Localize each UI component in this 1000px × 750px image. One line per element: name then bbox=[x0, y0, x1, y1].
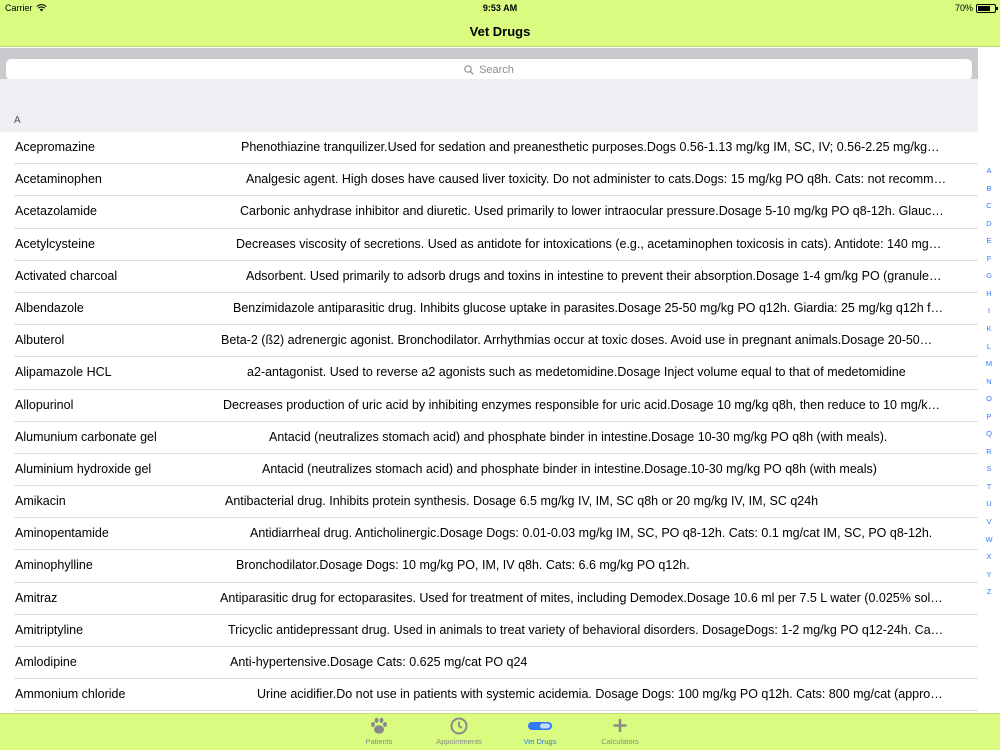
drug-description: Decreases viscosity of secretions. Used as antidote for intoxications (e.g., acetaminophen toxicosis in cats). Antidote: 140 mg… bbox=[236, 236, 942, 251]
navigation-bar bbox=[0, 16, 1000, 47]
drug-name: Amitraz bbox=[15, 590, 58, 605]
drug-row[interactable] bbox=[14, 518, 978, 550]
drug-row[interactable] bbox=[14, 293, 978, 325]
carrier-label: Carrier bbox=[5, 3, 33, 13]
drug-row[interactable] bbox=[14, 357, 978, 389]
drug-description: Decreases production of uric acid by inhibiting enzymes responsible for uric acid.Dosage 10 mg/kg q8h, then reduce to 10 mg/k… bbox=[223, 397, 941, 412]
drug-description: Tricyclic antidepressant drug. Used in animals to treat variety of behavioral disorders. DosageDogs: 1-2 mg/kg PO q12-24h. Ca… bbox=[228, 622, 944, 637]
index-letter[interactable]: O bbox=[986, 394, 992, 404]
index-letter[interactable]: H bbox=[986, 288, 992, 298]
tab-vet-drugs[interactable] bbox=[505, 717, 575, 746]
drug-name: Albendazole bbox=[15, 300, 84, 315]
drug-row[interactable] bbox=[14, 486, 978, 518]
drug-row[interactable] bbox=[14, 647, 978, 679]
tab-bar bbox=[0, 713, 1000, 750]
battery-indicator bbox=[955, 3, 996, 13]
drug-row[interactable] bbox=[14, 229, 978, 261]
tab-label: Appointments bbox=[436, 737, 482, 746]
tab-calculators[interactable] bbox=[585, 717, 655, 746]
search-input[interactable] bbox=[6, 59, 972, 80]
clock-icon bbox=[449, 717, 469, 735]
index-letter[interactable]: X bbox=[986, 552, 992, 562]
drug-row[interactable] bbox=[14, 325, 978, 357]
index-letter[interactable]: I bbox=[987, 306, 991, 316]
status-time: 9:53 AM bbox=[482, 3, 518, 13]
index-letter[interactable]: B bbox=[986, 183, 992, 193]
search-bar-container bbox=[0, 48, 978, 79]
drug-name: Aminophylline bbox=[15, 558, 93, 573]
drug-name: Amikacin bbox=[15, 494, 66, 509]
index-letter[interactable]: A bbox=[986, 166, 992, 175]
drug-row[interactable] bbox=[14, 615, 978, 647]
index-letter[interactable]: W bbox=[985, 534, 993, 544]
drug-name: Ammonium chloride bbox=[15, 687, 126, 702]
alphabet-index[interactable] bbox=[978, 48, 1000, 713]
index-letter[interactable]: D bbox=[986, 218, 992, 228]
tab-patients[interactable] bbox=[344, 717, 414, 746]
drug-name: Aminopentamide bbox=[15, 526, 109, 541]
drug-name: Acetazolamide bbox=[15, 204, 97, 219]
drug-description: Antacid (neutralizes stomach acid) and phosphate binder in intestine.Dosage.10-30 mg/kg PO q8h (with meals) bbox=[262, 461, 877, 476]
drug-row[interactable] bbox=[14, 132, 978, 164]
index-letter[interactable]: P bbox=[986, 411, 992, 421]
drug-row[interactable] bbox=[14, 550, 978, 582]
drug-description: Anti-hypertensive.Dosage Cats: 0.625 mg/cat PO q24 bbox=[230, 655, 528, 669]
search-icon bbox=[464, 65, 474, 75]
drug-name: Alipamazole HCL bbox=[15, 365, 112, 380]
drug-row[interactable] bbox=[14, 390, 978, 422]
drug-description: Antibacterial drug. Inhibits protein synthesis. Dosage 6.5 mg/kg IV, IM, SC q8h or 20 mg/kg IV, IM, SC q24h bbox=[225, 494, 819, 509]
drug-name: Acepromazine bbox=[15, 140, 95, 154]
index-letter[interactable]: M bbox=[985, 359, 993, 369]
drug-name: Acetaminophen bbox=[15, 172, 102, 187]
tab-label: Vet Drugs bbox=[523, 737, 557, 746]
index-letter[interactable]: Y bbox=[986, 569, 992, 579]
drug-name: Albuterol bbox=[15, 333, 65, 348]
tab-label: Calculators bbox=[601, 737, 639, 746]
drug-row[interactable] bbox=[14, 422, 978, 454]
drug-name: Alumunium carbonate gel bbox=[15, 429, 157, 444]
drug-name: Activated charcoal bbox=[15, 268, 118, 283]
index-letter[interactable]: N bbox=[986, 376, 992, 386]
drug-name: Amlodipine bbox=[15, 655, 77, 669]
index-letter[interactable]: V bbox=[986, 517, 992, 526]
status-bar bbox=[0, 0, 1000, 16]
tab-label: Patients bbox=[365, 737, 393, 746]
drug-row[interactable] bbox=[14, 454, 978, 486]
drug-description: Antacid (neutralizes stomach acid) and phosphate binder in intestine.Dosage 10-30 mg/kg PO q8h (with meals). bbox=[269, 429, 888, 444]
section-header bbox=[0, 79, 978, 132]
drug-name: Allopurinol bbox=[15, 397, 74, 412]
index-letter[interactable]: S bbox=[986, 464, 992, 474]
search-placeholder: Search bbox=[479, 63, 514, 76]
index-letter[interactable]: R bbox=[986, 446, 992, 456]
section-letter: A bbox=[14, 115, 21, 126]
drug-name: Aluminium hydroxide gel bbox=[15, 461, 152, 476]
drug-description: Phenothiazine tranquilizer.Used for sedation and preanesthetic purposes.Dogs 0.56-1.13 mg/kg IM, SC, IV; 0.56-2.25 mg/kg… bbox=[241, 140, 940, 154]
drug-description: a2-antagonist. Used to reverse a2 agonists such as medetomidine.Dosage Inject volume equal to that of medetomidine bbox=[247, 365, 906, 380]
paw-icon bbox=[369, 717, 389, 735]
drug-row[interactable] bbox=[14, 164, 978, 196]
battery-icon bbox=[976, 4, 996, 13]
battery-percent: 70% bbox=[954, 3, 973, 13]
pill-icon bbox=[527, 717, 553, 735]
index-letter[interactable]: C bbox=[986, 201, 992, 211]
drug-description: Beta-2 (ß2) adrenergic agonist. Bronchodilator. Arrhythmias occur at toxic doses. Avoid use in pregnant animals.Dosage 20-50… bbox=[221, 333, 933, 348]
index-letter[interactable]: T bbox=[986, 481, 992, 491]
index-letter[interactable]: L bbox=[986, 341, 992, 351]
drug-row[interactable] bbox=[14, 196, 978, 228]
drug-description: Adsorbent. Used primarily to adsorb drugs and toxins in intestine to prevent their absorption.Dosage 1-4 gm/kg PO (granule… bbox=[246, 268, 942, 283]
index-letter[interactable]: F bbox=[986, 253, 992, 263]
drug-row[interactable] bbox=[14, 583, 978, 615]
drug-name: Amitriptyline bbox=[15, 622, 84, 637]
drug-name: Acetylcysteine bbox=[15, 236, 95, 251]
index-letter[interactable]: G bbox=[986, 271, 992, 281]
index-letter[interactable]: U bbox=[986, 499, 992, 509]
drug-row[interactable] bbox=[14, 261, 978, 293]
drug-row[interactable] bbox=[14, 679, 978, 711]
drug-description: Bronchodilator.Dosage Dogs: 10 mg/kg PO, IM, IV q8h. Cats: 6.6 mg/kg PO q12h. bbox=[236, 558, 690, 573]
drug-description: Carbonic anhydrase inhibitor and diuretic. Used primarily to lower intraocular pressure.Dosage 5-10 mg/kg PO q8-12h. Glauc… bbox=[240, 204, 944, 219]
index-letter[interactable]: Q bbox=[986, 429, 992, 439]
plus-icon bbox=[610, 717, 630, 735]
drug-description: Analgesic agent. High doses have caused liver toxicity. Do not administer to cats.Dogs: 15 mg/kg PO q8h. Cats: not recomm… bbox=[246, 172, 947, 187]
drug-description: Urine acidifier.Do not use in patients with systemic acidemia. Dosage Dogs: 100 mg/kg PO q12h. Cats: 800 mg/cat (appro… bbox=[257, 687, 943, 702]
index-letter[interactable]: E bbox=[986, 236, 992, 246]
drug-description: Antidiarrheal drug. Anticholinergic.Dosage Dogs: 0.01-0.03 mg/kg IM, SC, PO q8-12h. Cats: 0.1 mg/cat IM, SC, PO q8-12h. bbox=[250, 526, 933, 541]
page-title: Vet Drugs bbox=[469, 23, 531, 39]
index-letter[interactable]: Z bbox=[986, 587, 992, 597]
index-letter[interactable]: K bbox=[986, 323, 992, 333]
drug-description: Antiparasitic drug for ectoparasites. Used for treatment of mites, including Demodex.Dosage 10.6 ml per 7.5 L water (0.025% sol… bbox=[220, 590, 943, 605]
drug-description: Benzimidazole antiparasitic drug. Inhibits glucose uptake in parasites.Dosage 25-50 mg/kg PO q12h. Giardia: 25 mg/kg q12h f… bbox=[233, 300, 944, 315]
drug-list[interactable] bbox=[0, 132, 978, 712]
tab-appointments[interactable] bbox=[424, 717, 494, 746]
